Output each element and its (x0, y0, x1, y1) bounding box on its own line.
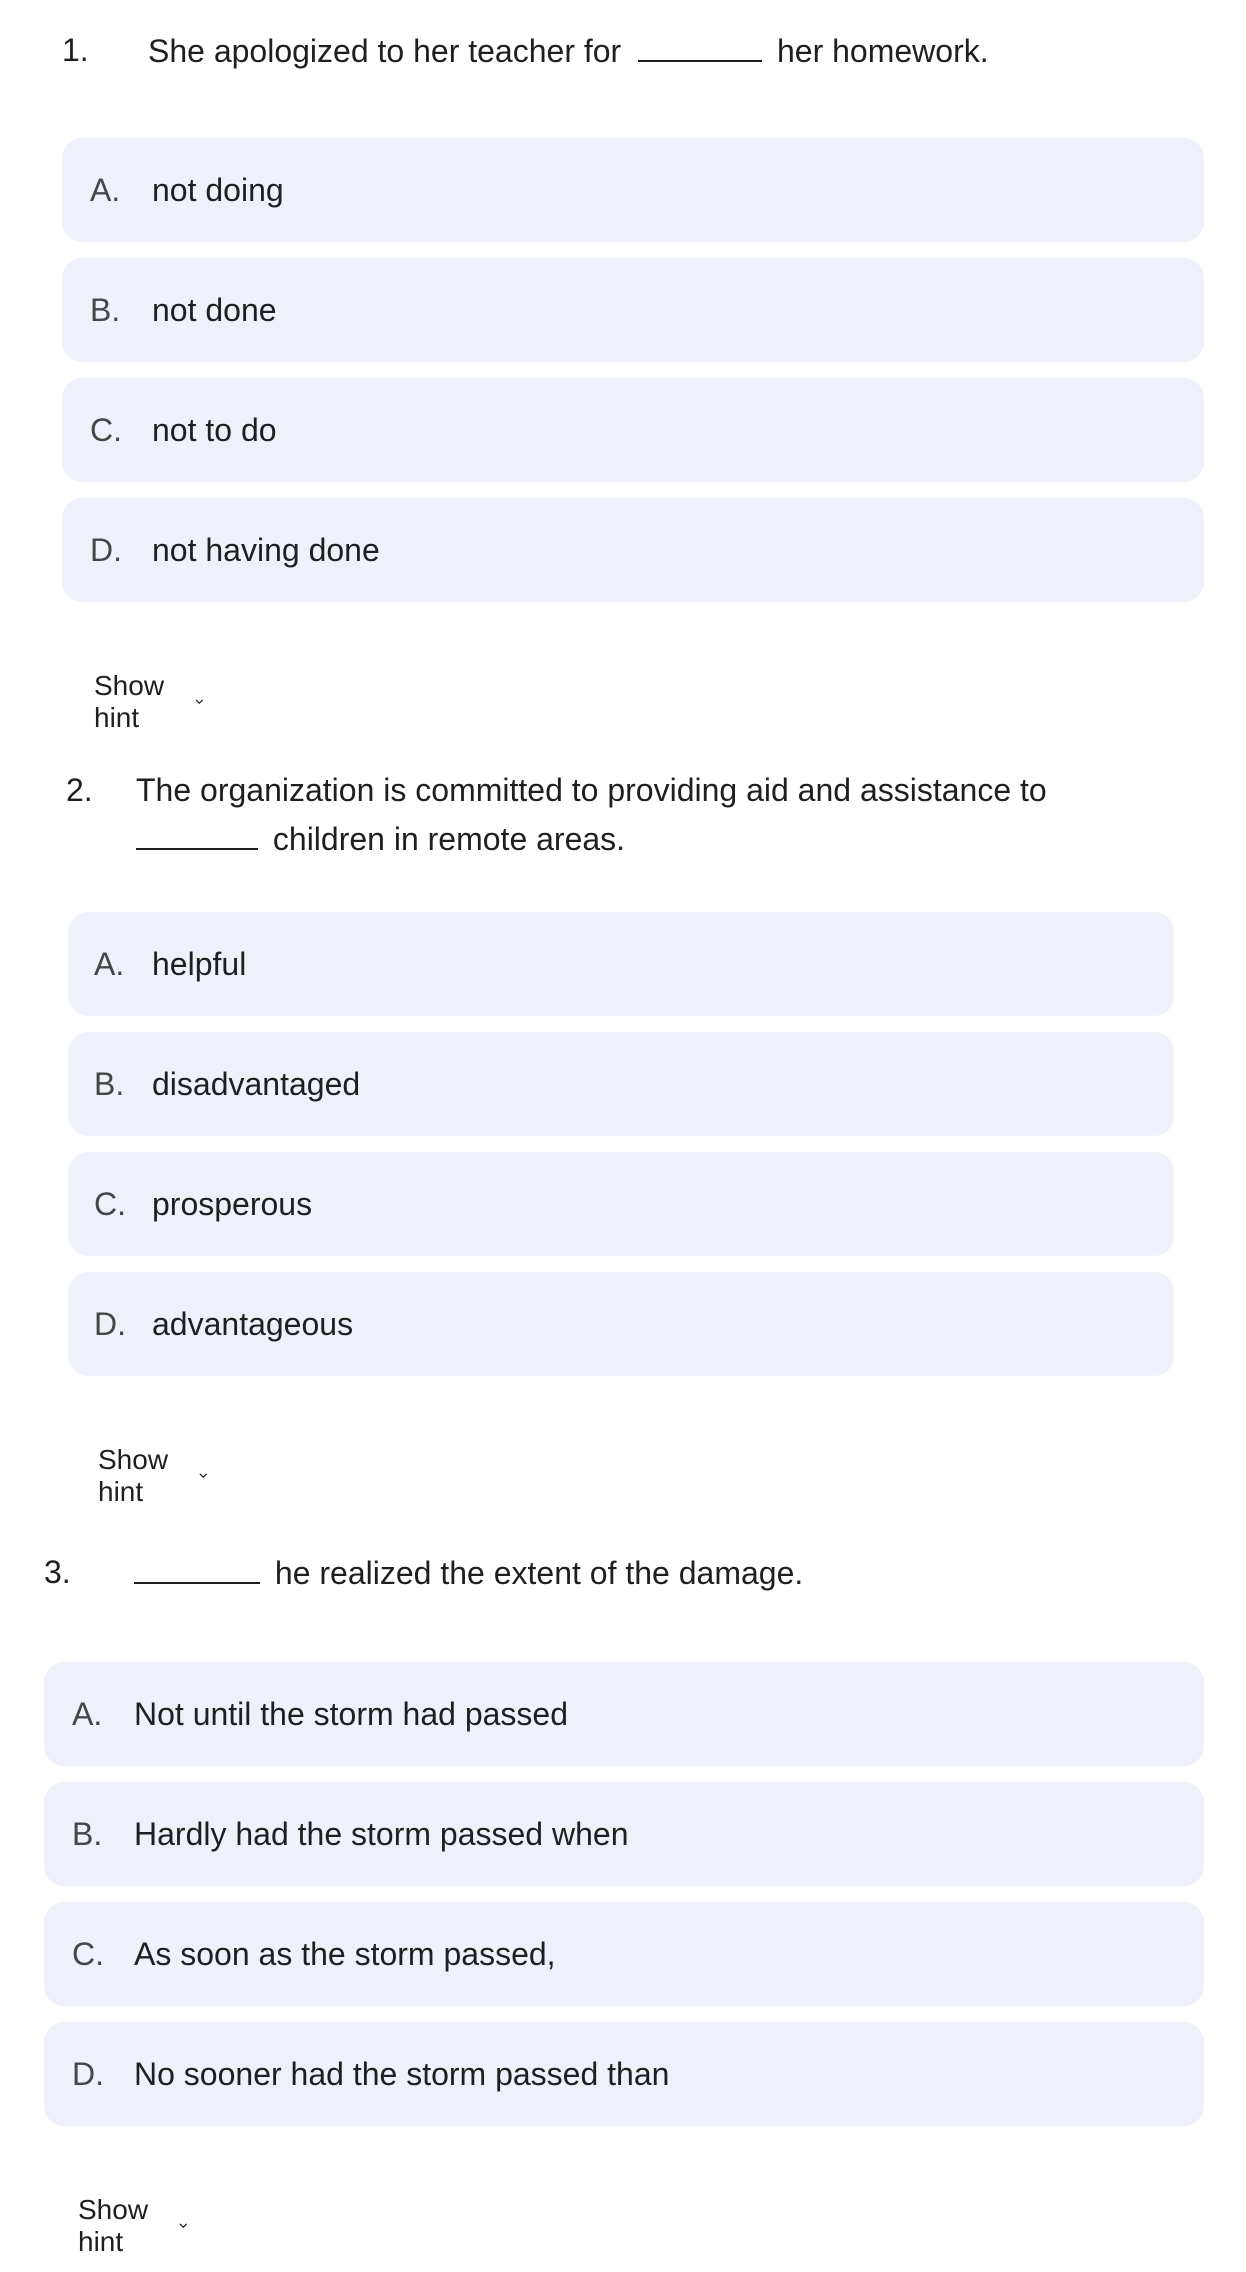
show-hint-button[interactable] (94, 670, 204, 734)
option-text: prosperous (152, 1185, 313, 1222)
option-text: advantageous (152, 1305, 354, 1342)
option-text: Not until the storm had passed (134, 1695, 569, 1732)
question-text-line1: The organization is committed to providing aid and assistance to (136, 772, 1047, 808)
question-number: 3. (44, 1554, 71, 1590)
chevron-down-icon (179, 2219, 188, 2233)
option-a[interactable] (44, 1662, 1204, 1766)
show-hint-label: Show hint (78, 2194, 149, 2257)
option-text: not done (152, 291, 277, 328)
question-text (134, 1548, 803, 1597)
option-d[interactable] (62, 498, 1204, 602)
option-b[interactable] (62, 258, 1204, 362)
option-letter: B. (72, 1815, 103, 1852)
option-letter: A. (72, 1695, 103, 1732)
answer-blank (136, 814, 258, 850)
question-text-after: he realized the extent of the damage. (274, 1555, 804, 1591)
option-d[interactable] (44, 2022, 1204, 2126)
option-b[interactable] (44, 1782, 1204, 1886)
option-letter: A. (94, 945, 125, 982)
option-a[interactable] (62, 138, 1204, 242)
question-text-after: children in remote areas. (272, 821, 626, 857)
option-b[interactable] (68, 1032, 1174, 1136)
option-c[interactable] (68, 1152, 1174, 1256)
option-d[interactable] (68, 1272, 1174, 1376)
question-3-prompt (44, 1548, 1194, 1597)
option-text: No sooner had the storm passed than (134, 2055, 670, 2092)
question-text (136, 766, 1047, 863)
question-number: 1. (62, 32, 89, 68)
question-number: 2. (66, 772, 93, 808)
chevron-down-icon (199, 1469, 208, 1483)
option-letter: C. (72, 1935, 104, 1972)
option-letter: D. (90, 531, 122, 568)
option-letter: A. (90, 171, 121, 208)
answer-blank (134, 1548, 260, 1584)
option-letter: C. (94, 1185, 126, 1222)
option-text: helpful (152, 945, 247, 982)
show-hint-button[interactable] (78, 2194, 188, 2258)
option-text: As soon as the storm passed, (134, 1935, 556, 1972)
option-a[interactable] (68, 912, 1174, 1016)
chevron-down-icon (195, 695, 204, 709)
option-c[interactable] (44, 1902, 1204, 2006)
option-letter: B. (90, 291, 121, 328)
option-c[interactable] (62, 378, 1204, 482)
question-1-prompt (62, 26, 1212, 75)
show-hint-label: Show hint (98, 1444, 169, 1507)
option-letter: B. (94, 1065, 125, 1102)
question-text-after: her homework. (776, 33, 989, 69)
option-text: not to do (152, 411, 277, 448)
show-hint-label: Show hint (94, 670, 165, 733)
option-text: not doing (152, 171, 284, 208)
option-letter: C. (90, 411, 122, 448)
show-hint-button[interactable] (98, 1444, 208, 1508)
question-text-before: She apologized to her teacher for (148, 33, 622, 69)
option-text: Hardly had the storm passed when (134, 1815, 629, 1852)
option-text: disadvantaged (152, 1065, 361, 1102)
question-2-prompt (66, 766, 1216, 863)
question-text (148, 26, 989, 75)
answer-blank (638, 26, 762, 62)
option-letter: D. (72, 2055, 104, 2092)
option-text: not having done (152, 531, 380, 568)
option-letter: D. (94, 1305, 126, 1342)
